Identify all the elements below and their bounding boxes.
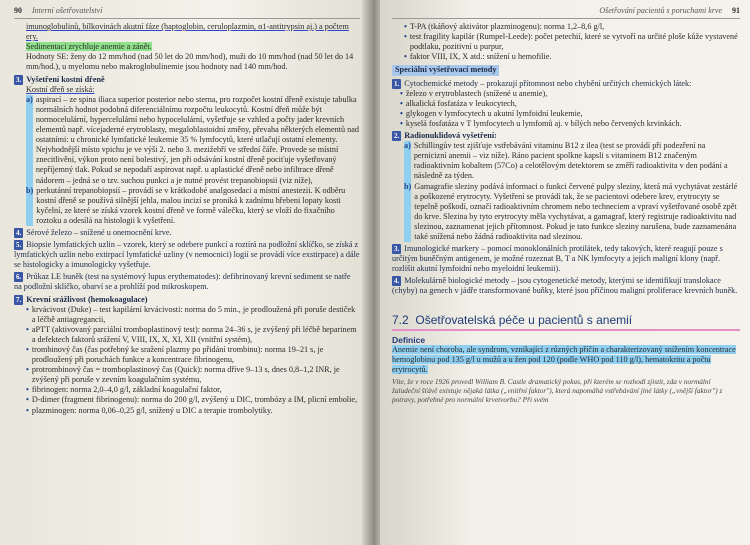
item-text-schilling: Schillingův test zjišťuje vstřebávání vitaminu B12 z ilea (test se provádí při podezření na pernicizní anemii – viz níže). Ráno pacient spolkne kapsli s vitaminem B12 značeným radioaktivním kobaltem (57Co) a celotělovým detektorem se změří radioaktivita v den podání a následně za týden.: [413, 141, 728, 181]
chapter-heading: [392, 313, 740, 331]
list-item: • fibrinogen: norma 2,0–4,0 g/l, základní koagulační faktor,: [26, 385, 222, 395]
definition-text: Anemie není choroba, ale syndrom, vznikající z různých příčin a charakterizovaný snížením koncentrace hemoglobinu pod 135 g/l u mužů a u žen pod 120 (podle WHO pod 110 g/l), hematokritu a počtu erytrocytů.: [392, 344, 736, 374]
list-item: • trombinový čas (čas potřebný ke sražení plazmy po přidání trombinu): norma 19–21 s, je prodloužený při poruchách funkce a koncentrace fibrinogenu,: [26, 345, 324, 365]
list-item: • železo v erytroblastech (snížené u anemie),: [400, 88, 548, 98]
section-number-6: 6.: [16, 273, 22, 282]
paragraph-igs: imunoglobulinů, bílkovinách akutní fáze (haptoglobin, ceruloplazmin, α1-antitrypsin aj.) a počtem ery.: [26, 22, 349, 42]
coagulation-list: [14, 305, 360, 416]
section-number-3: 3.: [16, 75, 22, 84]
list-item: • alkalická fosfatáza v leukocytech,: [400, 98, 517, 108]
coagulation-list-continued: [392, 22, 740, 62]
item-label-a: a): [404, 141, 411, 181]
right-running-title: Ošetřování pacientů s poruchami krve: [599, 6, 722, 15]
list-item: • T-PA (tkáňový aktivátor plazminogenu): norma 1,2–8,6 g/l,: [404, 22, 605, 32]
section-immunological: 3. Imunologické markery – pomocí monoklonálních protilátek, tedy takových, které reagují pouze s určitým buněčným antigenem, je možné rozeznat B, T a NK lymfocyty a jejich maligní klony (např. rozlišit akutní lymfoidní nebo myeloidní leukemii).: [392, 244, 723, 274]
list-item-schilling: [392, 141, 740, 181]
left-page-number: 90: [14, 6, 22, 15]
chapter-number: 7.2: [392, 312, 409, 327]
left-running-head: [14, 6, 360, 19]
section-serum-iron: 4. Sérové železo – snížené u onemocnění krve.: [16, 227, 172, 237]
section-radionuclide: 2. Radionuklidová vyšetření:: [394, 131, 497, 141]
cytochemical-list: [392, 89, 740, 129]
chapter-title: Ošetřovatelská péče u pacientů s anemií: [415, 312, 633, 327]
footnote-text: Víte, že v roce 1926 provedl William B. Castle dramatický pokus, při kterém se rozhodl zjistit, zda v normální žaludeční šťávě existuje nějaká látka („vnitřní faktor"), která napomáhá vstřebávání jiné látky („vnější faktor") z potravy, potřebné pro normální krvetvorbu? Při svém: [392, 376, 723, 404]
item-label-a: a): [26, 95, 33, 186]
paragraph-se-values: Hodnoty SE: ženy do 12 mm/hod (nad 50 let do 20 mm/hod), muži do 10 mm/hod (nad 50 let do 14 mm/hod.), u myelomu nebo makroglobulinemie jsou hodnoty nad 140 mm/hod.: [26, 52, 354, 72]
section-number-5: 5.: [16, 241, 22, 250]
section-molecular: 4. Molekulárně biologické metody – jsou cytogenetické metody, kterými se identifikují translokace (chyby) na genech v jádře transformované buňky, které jsou příčinou maligní proliferace krevních buněk.: [392, 276, 738, 296]
list-item: • faktor VIII, IX, X atd.: snížení u hemofilie.: [404, 52, 552, 62]
section-le-cells: 6. Průkaz LE buněk (test na systémový lupus erythematodes): defibrinovaný krevní sediment se natře na podložní sklíčko, obarví se a prohlíží pod mikroskopem.: [14, 272, 351, 292]
item-text-b: perkutánní trepanobiopsií – provádí se v krátkodobé analgosedaci a místní anestezii. K odběru kostní dřeně se používá silnější jehla, malou incizí se proniká k zadnímu hřebeni lopaty kosti kyčelní, ze které se získá vzorek kostní dřeně ve formě válečku, který se vloží do fixačního roztoku a odesílá na histologii k vyšetření.: [36, 185, 346, 225]
section-lymph-biopsy: 5. Biopsie lymfatických uzlin – vzorek, který se odebere punkcí a roztírá na podložní sklíčko, se získá z lymfatických uzlin nebo extirpací lymfatické uzliny (v nemocnici) logií se provádí více exstirpace) a dále se histologicky a imunologicky vyšetřuje.: [14, 240, 360, 270]
section-bone-marrow-heading: 3. Vyšetření kostní dřeně: [16, 74, 105, 84]
method-number-3: 3.: [394, 245, 400, 254]
item-label-b: b): [26, 186, 33, 226]
section-cytochemical: 1. Cytochemické metody – prokazují přítomnost nebo chybění určitých chemických látek:: [394, 78, 692, 88]
left-page: [0, 0, 368, 545]
method-number-4: 4.: [394, 277, 400, 286]
section-number-4: 4.: [16, 228, 22, 237]
method-number-2: 2.: [394, 132, 400, 141]
list-item: • plazminogen: norma 0,06–0,25 g/l, snížený u DIC a terapie trombolytiky.: [26, 405, 273, 415]
list-item: • protrombinový čas = tromboplastinový čas (Quick): norma dříve 9–13 s, dnes 0,8–1,2 INR, je zvýšený při poruše v zevním koagulačním systému,: [26, 365, 340, 385]
list-item-gamagraphy: [392, 182, 740, 243]
special-methods-heading: Speciální vyšetřovací metody: [392, 65, 499, 75]
right-page: [380, 0, 750, 545]
bone-marrow-intro: Kostní dřeň se získá:: [26, 84, 95, 94]
item-label-b: b): [404, 182, 411, 243]
item-text-a: aspirací – ze spina iliaca superior posterior nebo sterna, pro rozpočet kostní dřeně existuje tabulka normálních hodnot podobná diferenciálnímu rozpočtu leukocytů. Kostní dřeň může být normocelulární, hypercelulární nebo hypocelulární, vyšetřuje se vzhled a počty jader krevních elementů např. vícejaderné erytroblasty, megaloblastoidní změny, převaha některých elementů nad ostatními: u chronické lymfatické leukemie 35 % lymfocytů, které utlačují ostatní elementy. Nejvhodnější místo vpichu je ve výši 2. nebo 3. mezižebří ve střední čáře. Provede se místní znecitlivění, výkon proto není bolestivý, jen při odsávání kostní dřeně pociťuje vyšetřovaný nepříjemný tlak. Pokud se nepodaří aspirovat např. u aplastické dřeně nebo infiltrace dřeně nádorem – jedná se o tzv. suchou punkci a je nutné provést trepanobiopsii (viz níže),: [35, 94, 359, 185]
paragraph-sedimentation: Sedimentaci zrychluje anemie a zánět.: [26, 42, 152, 52]
left-running-title: Interní ošetřovatelství: [32, 6, 103, 15]
list-item-trepanobiopsy: [14, 186, 360, 226]
list-item: • aPTT (aktivovaný parciální tromboplastinový test): norma 24–36 s, je zvýšený při léčbě heparinem a defektech faktorů srážení V, VIII, IX, X, XI, XII (vnitřní systém),: [26, 324, 357, 344]
list-item: • krvácivost (Duke) – test kapilární krvácivosti: norma do 5 min., je prodloužená při poruše destiček a léčbě antiagregancii,: [26, 304, 356, 324]
list-item: • glykogen v lymfocytech u akutní lymfoidní leukemie,: [400, 108, 583, 118]
method-number-1: 1.: [394, 79, 400, 88]
list-item: • kyselá fosfatáza v T lymfocytech u lymfomů aj. v bílých nebo červených krvinkách.: [400, 118, 682, 128]
list-item: • D-dimer (fragment fibrinogenu): norma do 200 g/l, zvýšený u DIC, trombózy a IM, plicní embolie,: [26, 395, 358, 405]
right-page-number: 91: [732, 6, 740, 15]
section-coagulation-heading: 7. Krevní srážlivost (hemokoagulace): [16, 294, 148, 304]
list-item-aspiration: [14, 95, 360, 186]
item-text-gamagraphy: Gamagrafie sleziny podává informaci o funkci červené pulpy sleziny, která má vychytávat zestárlé a poškozené erytrocyty. Vyšetření se provádí tak, že se pacientovi odebere krev, erytrocyty se tepelně poškodí, označí radioaktivním chromem nebo techneciem a vpraví vyšetřované osobě zpět do krve. Slezina by tyto erytrocyty měla vychytávat, a gamagraf, který registruje radioaktivitu nad slezinou, zaznamenat jejich přítomnost. Pokud je tato funkce sleziny narušena, bude zaznamenána také snížená nebo žádná radioaktivita nad slezinou.: [414, 181, 738, 241]
section-number-7: 7.: [16, 295, 22, 304]
list-item: • test fragility kapilár (Rumpel-Leede): počet petechií, které se vytvoří na určité ploše kůže vystavené podtlaku, pozitivní u purpur,: [404, 32, 738, 52]
definition-heading: Definice: [392, 334, 426, 345]
right-running-head: [392, 6, 740, 19]
